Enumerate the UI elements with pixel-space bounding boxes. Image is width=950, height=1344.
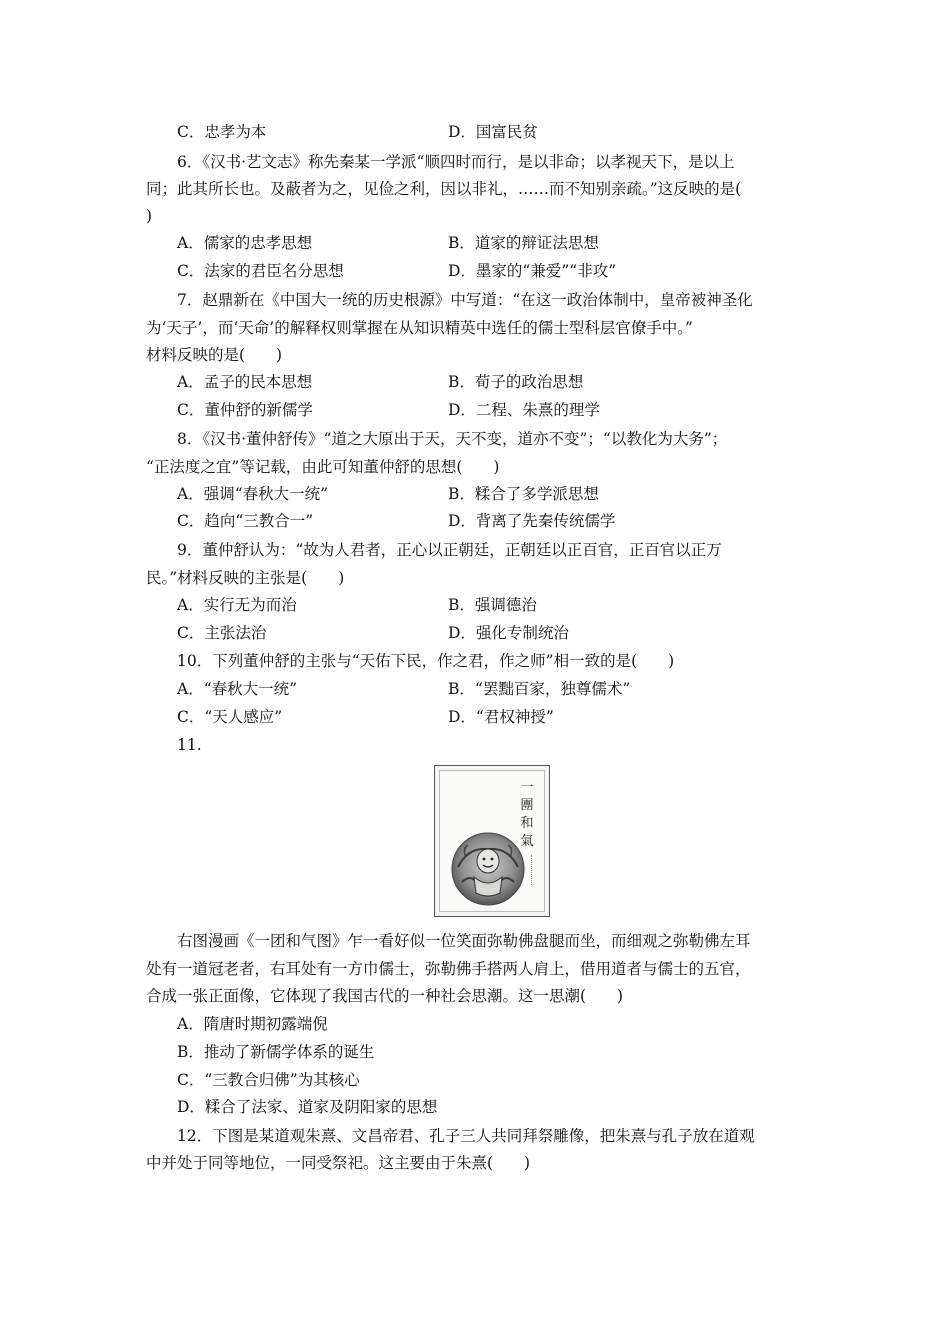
q8-option-c: C．趋向“三教合一” [177, 512, 314, 530]
q11-stem-line-2: 处有一道冠老者，右耳处有一方巾儒士，弥勒佛手搭两人肩上，借用道者与儒士的五官， [146, 960, 751, 978]
q10-option-d: D．“君权神授” [448, 708, 554, 726]
q9-option-d: D．强化专制统治 [448, 624, 569, 642]
q9-stem-line-1: 9．董仲舒认为：“故为人君者，正心以正朝廷，正朝廷以正百官，正百官以正万 [177, 541, 722, 559]
q6-stem-line-1: 6．《汉书·艺文志》称先秦某一学派“顺四时而行，是以非命；以孝视天下，是以上 [177, 153, 735, 171]
q11-option-b: B．推动了新儒学体系的诞生 [177, 1043, 375, 1061]
q5-option-c: C．忠孝为本 [177, 123, 267, 141]
q7-option-a: A．孟子的民本思想 [177, 373, 313, 391]
q8-option-a: A．强调“春秋大一统” [177, 485, 329, 503]
q6-option-a: A．儒家的忠孝思想 [177, 234, 313, 252]
q8-stem-line-2: “正法度之宜”等记载，由此可知董仲舒的思想( ) [146, 458, 500, 476]
painting-inscription-mark [531, 855, 536, 885]
q7-stem-line-3: 材料反映的是( ) [146, 346, 283, 364]
q9-option-a: A．实行无为而治 [177, 596, 297, 614]
q8-stem-line-1: 8．《汉书·董仲舒传》“道之大原出于天，天不变，道亦不变”；“以教化为大务”； [177, 430, 728, 448]
q11-option-c: C．“三教合归佛”为其核心 [177, 1071, 360, 1089]
q7-option-d: D．二程、朱熹的理学 [448, 401, 600, 419]
q9-option-b: B．强调德治 [448, 596, 537, 614]
q10-option-a: A．“春秋大一统” [177, 680, 298, 698]
q7-stem-line-2: 为‘天子’，而‘天命’的解释权则掌握在从知识精英中选任的儒士型科层官僚手中。” [146, 319, 693, 337]
painting-title: 一團和氣 [520, 780, 534, 849]
q12-stem-line-2: 中并处于同等地位，一同受祭祀。这主要由于朱熹( ) [146, 1154, 531, 1172]
q12-stem-line-1: 12．下图是某道观朱熹、文昌帝君、孔子三人共同拜祭雕像，把朱熹与孔子放在道观 [177, 1127, 755, 1145]
q10-option-b: B．“罢黜百家，独尊儒术” [448, 680, 631, 698]
q9-option-c: C．主张法治 [177, 624, 267, 642]
q11-number: 11. [177, 736, 202, 754]
q6-option-b: B．道家的辩证法思想 [448, 234, 599, 252]
q11-option-a: A．隋唐时期初露端倪 [177, 1015, 328, 1033]
q10-stem-line-1: 10．下列董仲舒的主张与“天佑下民，作之君，作之师”相一致的是( ) [177, 652, 675, 670]
q7-option-b: B．荀子的政治思想 [448, 373, 584, 391]
q6-stem-line-3: ) [146, 207, 153, 225]
q7-stem-line-1: 7．赵鼎新在《中国大一统的历史根源》中写道：“在这一政治体制中，皇帝被神圣化 [177, 291, 753, 309]
q6-stem-line-2: 同；此其所长也。及蔽者为之，见俭之利，因以非礼，……而不知别亲疏。”这反映的是( [146, 180, 742, 198]
q7-option-c: C．董仲舒的新儒学 [177, 401, 313, 419]
yi-tuan-he-qi-painting [434, 765, 550, 917]
q10-option-c: C．“天人感应” [177, 708, 283, 726]
q11-stem-line-3: 合成一张正面像，它体现了我国古代的一种社会思潮。这一思潮( ) [146, 987, 624, 1005]
q11-option-d: D．糅合了法家、道家及阴阳家的思想 [177, 1098, 438, 1116]
q6-option-d: D．墨家的“兼爱”“非攻” [448, 262, 617, 280]
q11-stem-line-1: 右图漫画《一团和气图》乍一看好似一位笑面弥勒佛盘腿而坐，而细观之弥勒佛左耳 [177, 932, 751, 950]
q6-option-c: C．法家的君臣名分思想 [177, 262, 344, 280]
maitreya-figure-icon [448, 827, 528, 907]
q8-option-b: B．糅合了多学派思想 [448, 485, 599, 503]
q5-option-d: D．国富民贫 [448, 123, 538, 141]
q8-option-d: D．背离了先秦传统儒学 [448, 512, 616, 530]
painting-frame [439, 770, 545, 912]
q9-stem-line-2: 民。”材料反映的主张是( ) [146, 569, 345, 587]
